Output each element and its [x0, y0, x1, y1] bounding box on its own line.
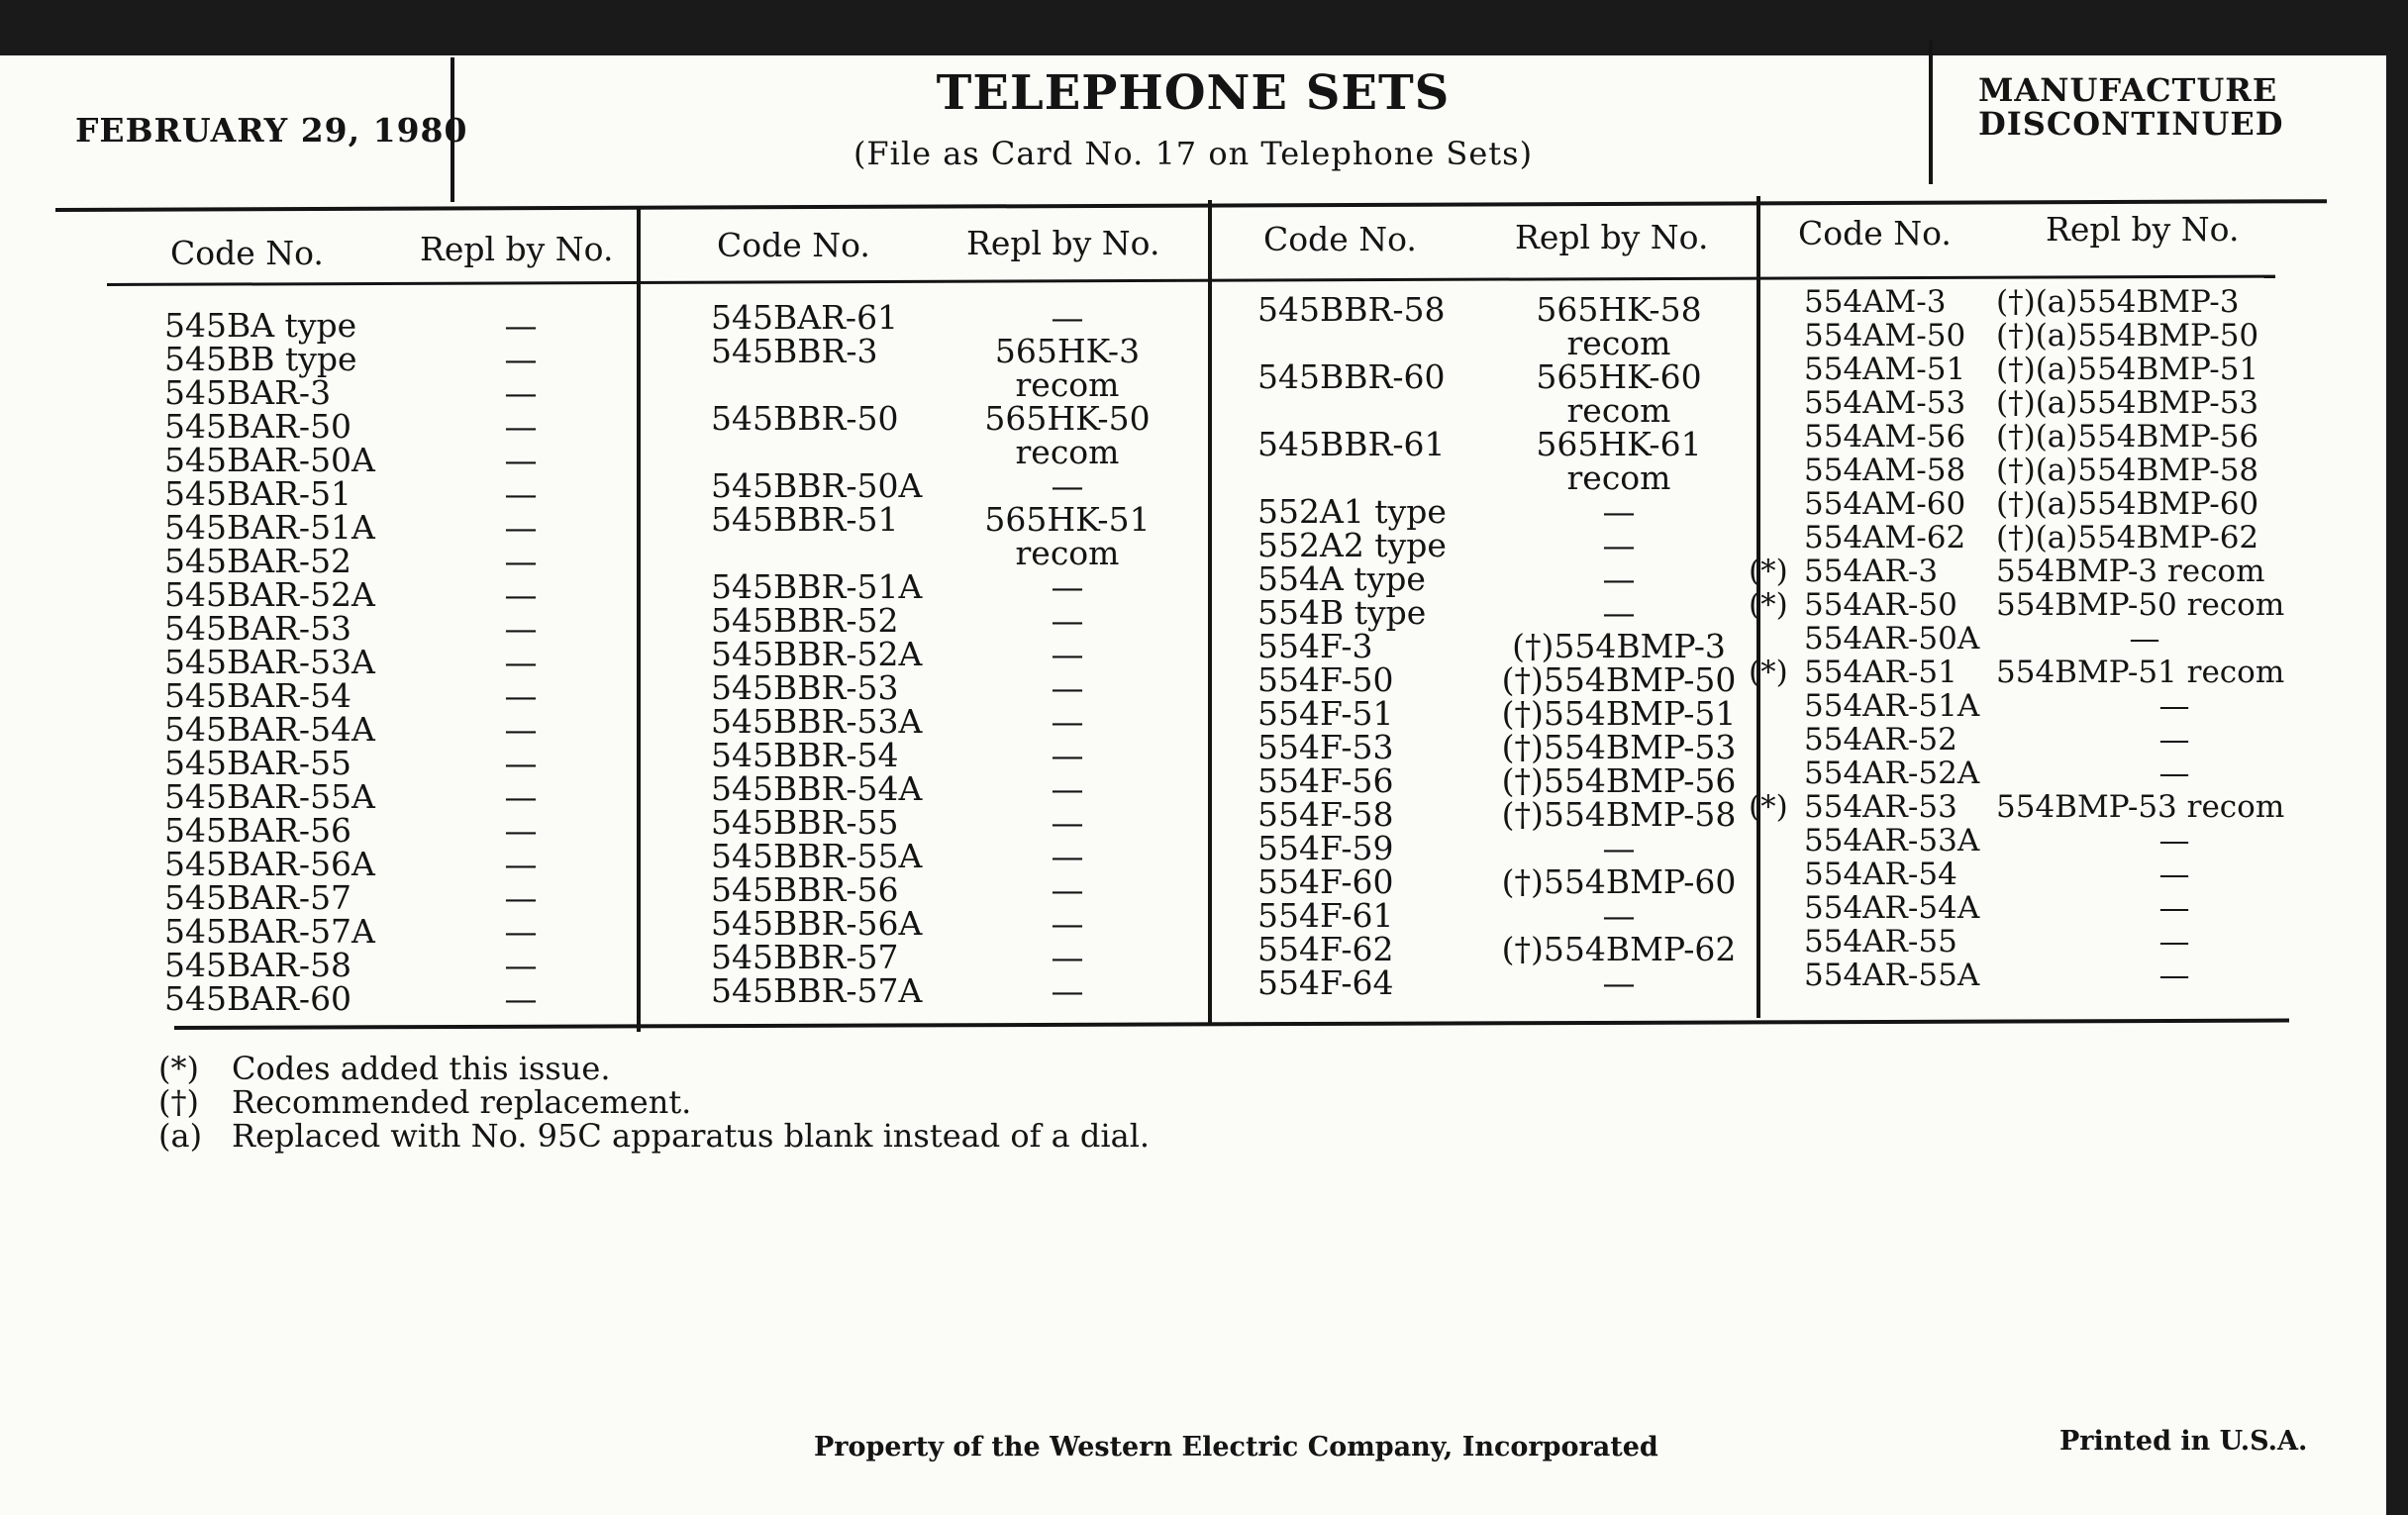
table-row — [711, 635, 1196, 673]
code-cell: 554AM-62 — [1804, 520, 1966, 556]
repl-cell: (†)(a)554BMP-53 — [1996, 385, 2259, 421]
code-cell: 554AM-60 — [1804, 486, 1966, 522]
code-cell: 545BAR-53A — [164, 643, 375, 681]
table-row — [164, 609, 620, 648]
repl-cell: — — [1602, 896, 1636, 935]
repl-cell: — — [1051, 567, 1084, 606]
repl-cell: — — [1051, 668, 1084, 707]
table-row — [711, 298, 1196, 337]
table-row — [164, 946, 620, 984]
code-cell: 545BAR-53 — [164, 609, 352, 648]
code-cell: 545BBR-60 — [1257, 357, 1446, 396]
code-cell: 545BBR-54 — [711, 736, 899, 774]
repl-cell: — — [2158, 958, 2190, 993]
repl-cell: 554BMP-53 recom — [1996, 789, 2285, 825]
repl-cell: (†)554BMP-62 — [1501, 930, 1737, 968]
table-row — [1749, 420, 2305, 454]
repl-cell: — — [504, 474, 538, 513]
table-column-3 — [1257, 290, 1753, 1002]
repl-cell: 565HK-3 — [994, 332, 1141, 370]
footnote-mark: (†) — [158, 1083, 199, 1121]
repl-cell: — — [504, 542, 538, 580]
table-row — [1749, 555, 2305, 588]
repl-cell: (†)554BMP-58 — [1501, 795, 1737, 834]
repl-cell: — — [504, 979, 538, 1018]
repl-cell: — — [1602, 593, 1636, 632]
code-cell: 545BAR-58 — [164, 946, 352, 984]
repl-cell: (†)554BMP-53 — [1501, 728, 1737, 766]
table-row — [711, 837, 1196, 875]
table-row — [1257, 660, 1753, 699]
repl-cell: (†)(a)554BMP-50 — [1996, 318, 2259, 354]
table-column-2 — [711, 298, 1196, 1010]
status-label: MANUFACTURE DISCONTINUED — [1978, 71, 2284, 143]
col3-repl-header: Repl by No. — [1515, 218, 1709, 256]
code-cell: 554F-3 — [1257, 627, 1373, 665]
table-row — [1257, 896, 1753, 935]
code-cell: 554F-62 — [1257, 930, 1394, 968]
table-row — [1749, 824, 2305, 858]
code-cell: 554F-58 — [1257, 795, 1394, 834]
code-cell: 545BAR-51A — [164, 508, 375, 547]
code-cell: 554AR-50 — [1804, 587, 1957, 623]
code-cell: 545BBR-53A — [711, 702, 923, 741]
table-row — [1257, 526, 1753, 564]
table-row — [711, 769, 1196, 808]
col2-code-header: Code No. — [717, 226, 870, 264]
repl-cell: — — [504, 845, 538, 883]
repl-cell: — — [504, 575, 538, 614]
repl-cell: recom — [1015, 365, 1120, 404]
table-row — [711, 332, 1196, 370]
code-cell: 554AR-54 — [1804, 857, 1957, 892]
code-cell: 545BBR-57A — [711, 971, 923, 1010]
repl-cell: 565HK-61 — [1536, 425, 1702, 463]
repl-cell: — — [504, 508, 538, 547]
repl-cell: — — [1051, 803, 1084, 842]
repl-cell: 554BMP-50 recom — [1996, 587, 2285, 623]
repl-cell: — — [2158, 857, 2190, 892]
repl-cell: — — [504, 609, 538, 648]
table-row — [711, 567, 1196, 606]
repl-cell: 554BMP-3 recom — [1996, 554, 2265, 589]
table-row — [1257, 324, 1753, 362]
col4-code-header: Code No. — [1798, 214, 1952, 252]
table-column-4 — [1749, 285, 2305, 992]
code-cell: 545BBR-61 — [1257, 425, 1446, 463]
repl-cell: 565HK-51 — [984, 500, 1151, 539]
code-cell: 554F-51 — [1257, 694, 1394, 733]
table-row — [711, 938, 1196, 976]
column-divider-1 — [637, 206, 641, 1032]
table-row — [711, 870, 1196, 909]
code-cell: 545BAR-50 — [164, 407, 352, 446]
code-cell: 545BAR-54A — [164, 710, 375, 749]
table-row — [711, 803, 1196, 842]
code-cell: 554AR-53A — [1804, 823, 1980, 858]
table-row — [1257, 458, 1753, 497]
repl-cell: (†)554BMP-56 — [1501, 761, 1737, 800]
code-cell: 554AR-51A — [1804, 688, 1980, 724]
table-row — [1749, 723, 2305, 757]
table-row — [1257, 492, 1753, 531]
table-row — [1257, 357, 1753, 396]
code-cell: 545BAR-52 — [164, 542, 352, 580]
mark-cell: (*) — [1749, 789, 1788, 825]
code-cell: 554AR-3 — [1804, 554, 1939, 589]
code-cell: 554AM-51 — [1804, 352, 1966, 387]
repl-cell: — — [1051, 736, 1084, 774]
repl-cell: — — [1602, 559, 1636, 598]
repl-cell: recom — [1566, 391, 1671, 430]
table-row — [711, 500, 1196, 539]
code-cell: 554AR-53 — [1804, 789, 1957, 825]
code-cell: 545BAR-57 — [164, 878, 352, 917]
code-cell: 545BA type — [164, 306, 357, 345]
table-row — [711, 971, 1196, 1010]
repl-cell: — — [1602, 963, 1636, 1002]
repl-cell: — — [2129, 621, 2160, 656]
code-cell: 545BBR-52 — [711, 601, 899, 640]
table-row — [1749, 487, 2305, 521]
table-row — [1749, 925, 2305, 959]
table-row — [164, 643, 620, 681]
table-row — [1749, 891, 2305, 925]
repl-cell: (†)(a)554BMP-62 — [1996, 520, 2259, 556]
table-row — [1749, 386, 2305, 420]
table-row — [164, 542, 620, 580]
footnote — [158, 1052, 1150, 1085]
table-row — [1257, 829, 1753, 867]
repl-cell: recom — [1015, 534, 1120, 572]
table-column-1 — [164, 306, 620, 1018]
table-row — [1749, 858, 2305, 891]
table-row — [1257, 559, 1753, 598]
code-cell: 545BBR-50A — [711, 466, 923, 505]
code-cell: 554F-64 — [1257, 963, 1394, 1002]
code-cell: 554AR-52A — [1804, 756, 1980, 791]
repl-cell: — — [2158, 924, 2190, 960]
repl-cell: — — [504, 306, 538, 345]
repl-cell: — — [504, 643, 538, 681]
table-row — [711, 399, 1196, 438]
repl-cell: — — [504, 710, 538, 749]
code-cell: 545BAR-51 — [164, 474, 352, 513]
repl-cell: — — [504, 744, 538, 782]
code-cell: 545BBR-53 — [711, 668, 899, 707]
code-cell: 545BBR-56A — [711, 904, 923, 943]
repl-cell: (†)554BMP-60 — [1501, 862, 1737, 901]
repl-cell: — — [2158, 688, 2190, 724]
code-cell: 554AR-51 — [1804, 655, 1957, 690]
table-row — [164, 676, 620, 715]
code-cell: 554F-60 — [1257, 862, 1394, 901]
table-row — [711, 466, 1196, 505]
code-cell: 545BBR-58 — [1257, 290, 1446, 329]
code-cell: 545BAR-54 — [164, 676, 352, 715]
code-cell: 545BBR-55 — [711, 803, 899, 842]
code-cell: 554AR-50A — [1804, 621, 1980, 656]
repl-cell: — — [1051, 971, 1084, 1010]
code-cell: 545BB type — [164, 340, 357, 378]
code-cell: 545BBR-54A — [711, 769, 923, 808]
col1-code-header: Code No. — [170, 234, 324, 272]
table-row — [164, 777, 620, 816]
code-cell: 545BAR-55A — [164, 777, 375, 816]
code-cell: 554F-56 — [1257, 761, 1394, 800]
table-row — [1749, 588, 2305, 622]
repl-cell: 554BMP-51 recom — [1996, 655, 2285, 690]
table-row — [1257, 963, 1753, 1002]
repl-cell: — — [1602, 492, 1636, 531]
column-divider-2 — [1208, 200, 1212, 1026]
table-row — [711, 702, 1196, 741]
code-cell: 545BAR-52A — [164, 575, 375, 614]
code-cell: 545BAR-55 — [164, 744, 352, 782]
repl-cell: (†)(a)554BMP-60 — [1996, 486, 2259, 522]
table-row — [1257, 627, 1753, 665]
col4-repl-header: Repl by No. — [2046, 210, 2240, 249]
code-cell: 545BAR-50A — [164, 441, 375, 479]
code-cell: 545BBR-55A — [711, 837, 923, 875]
code-cell: 554F-61 — [1257, 896, 1394, 935]
table-row — [1749, 454, 2305, 487]
table-row — [711, 904, 1196, 943]
code-cell: 545BAR-61 — [711, 298, 899, 337]
repl-cell: — — [2158, 823, 2190, 858]
table-row — [164, 575, 620, 614]
code-cell: 545BBR-3 — [711, 332, 878, 370]
code-cell: 545BAR-56 — [164, 811, 352, 850]
repl-cell: — — [504, 777, 538, 816]
code-cell: 545BAR-3 — [164, 373, 332, 412]
mark-cell: (*) — [1749, 655, 1788, 690]
repl-cell: (†)(a)554BMP-56 — [1996, 419, 2259, 454]
table-row — [1749, 622, 2305, 656]
code-cell: 554F-50 — [1257, 660, 1394, 699]
table-row — [164, 373, 620, 412]
repl-cell: — — [504, 912, 538, 951]
repl-cell: — — [504, 340, 538, 378]
table-row — [1257, 761, 1753, 800]
code-cell: 552A1 type — [1257, 492, 1447, 531]
code-cell: 554AM-3 — [1804, 284, 1947, 320]
table-row — [1257, 728, 1753, 766]
repl-cell: — — [504, 878, 538, 917]
table-row — [1257, 593, 1753, 632]
repl-cell: recom — [1566, 324, 1671, 362]
col3-code-header: Code No. — [1263, 220, 1417, 258]
repl-cell: — — [504, 407, 538, 446]
printed-notice: Printed in U.S.A. — [2059, 1426, 2308, 1457]
table-row — [1749, 757, 2305, 790]
table-row — [1257, 930, 1753, 968]
table-row — [1749, 319, 2305, 353]
repl-cell: — — [504, 946, 538, 984]
repl-cell: 565HK-58 — [1536, 290, 1702, 329]
table-row — [164, 407, 620, 446]
repl-cell: recom — [1566, 458, 1671, 497]
repl-cell: — — [504, 811, 538, 850]
table-row — [1257, 290, 1753, 329]
repl-cell: — — [1051, 769, 1084, 808]
code-cell: 545BBR-57 — [711, 938, 899, 976]
table-row — [1749, 959, 2305, 992]
mark-cell: (*) — [1749, 554, 1788, 589]
table-row — [711, 433, 1196, 471]
repl-cell: — — [2158, 890, 2190, 926]
table-row — [711, 534, 1196, 572]
page-title: TELEPHONE SETS — [936, 65, 1451, 121]
repl-cell: — — [1602, 526, 1636, 564]
code-cell: 545BBR-51 — [711, 500, 899, 539]
repl-cell: — — [1051, 635, 1084, 673]
code-cell: 554F-59 — [1257, 829, 1394, 867]
repl-cell: — — [1051, 298, 1084, 337]
repl-cell: — — [1051, 466, 1084, 505]
code-cell: 554AR-52 — [1804, 722, 1957, 758]
code-cell: 545BBR-56 — [711, 870, 899, 909]
footnote — [158, 1119, 1150, 1153]
table-row — [164, 979, 620, 1018]
issue-date: FEBRUARY 29, 1980 — [75, 111, 468, 150]
table-row — [711, 365, 1196, 404]
page-subtitle: (File as Card No. 17 on Telephone Sets) — [853, 135, 1534, 172]
repl-cell: — — [1602, 829, 1636, 867]
col1-repl-header: Repl by No. — [420, 230, 614, 268]
repl-cell: — — [1051, 837, 1084, 875]
code-cell: 554AM-53 — [1804, 385, 1966, 421]
repl-cell: recom — [1015, 433, 1120, 471]
table-row — [1257, 694, 1753, 733]
table-row — [1257, 862, 1753, 901]
repl-cell: (†)554BMP-3 — [1512, 627, 1726, 665]
table-row — [1749, 285, 2305, 319]
repl-cell: — — [504, 676, 538, 715]
code-cell: 554F-53 — [1257, 728, 1394, 766]
code-cell: 554AR-55 — [1804, 924, 1957, 960]
repl-cell: 565HK-50 — [984, 399, 1151, 438]
footnote-text: Replaced with No. 95C apparatus blank instead of a dial. — [232, 1117, 1151, 1155]
table-row — [1749, 353, 2305, 386]
repl-cell: — — [1051, 601, 1084, 640]
repl-cell: (†)(a)554BMP-51 — [1996, 352, 2259, 387]
repl-cell: — — [2158, 756, 2190, 791]
code-cell: 545BAR-57A — [164, 912, 375, 951]
code-cell: 554A type — [1257, 559, 1426, 598]
repl-cell: — — [1051, 870, 1084, 909]
footnotes — [158, 1052, 1150, 1153]
footnote-mark: (a) — [158, 1117, 203, 1155]
table-row — [711, 668, 1196, 707]
repl-cell: 565HK-60 — [1536, 357, 1702, 396]
code-cell: 554AR-55A — [1804, 958, 1980, 993]
code-cell: 545BBR-52A — [711, 635, 923, 673]
repl-cell: — — [504, 373, 538, 412]
repl-cell: (†)(a)554BMP-58 — [1996, 453, 2259, 488]
code-cell: 545BBR-50 — [711, 399, 899, 438]
repl-cell: (†)554BMP-51 — [1501, 694, 1737, 733]
property-notice: Property of the Western Electric Company, Incorporated — [814, 1432, 1658, 1463]
mark-cell: (*) — [1749, 587, 1788, 623]
code-cell: 554AM-56 — [1804, 419, 1966, 454]
footnote — [158, 1085, 1150, 1119]
repl-cell: — — [504, 441, 538, 479]
repl-cell: — — [1051, 938, 1084, 976]
table-row — [164, 340, 620, 378]
repl-cell: — — [1051, 702, 1084, 741]
table-row — [164, 474, 620, 513]
table-row — [164, 811, 620, 850]
table-row — [1257, 425, 1753, 463]
footnote-mark: (*) — [158, 1050, 199, 1087]
code-cell: 552A2 type — [1257, 526, 1447, 564]
table-row — [164, 744, 620, 782]
footnote-text: Recommended replacement. — [232, 1083, 692, 1121]
repl-cell: (†)(a)554BMP-3 — [1996, 284, 2240, 320]
table-row — [711, 736, 1196, 774]
col2-repl-header: Repl by No. — [966, 224, 1160, 262]
table-row — [1257, 795, 1753, 834]
code-cell: 554B type — [1257, 593, 1427, 632]
code-cell: 554AM-58 — [1804, 453, 1966, 488]
table-row — [164, 508, 620, 547]
code-cell: 554AM-50 — [1804, 318, 1966, 354]
code-cell: 545BBR-51A — [711, 567, 923, 606]
table-row — [164, 441, 620, 479]
table-row — [164, 306, 620, 345]
table-row — [1749, 656, 2305, 689]
repl-cell: (†)554BMP-50 — [1501, 660, 1737, 699]
table-row — [164, 878, 620, 917]
code-cell: 545BAR-60 — [164, 979, 352, 1018]
table-row — [711, 601, 1196, 640]
table-row — [1749, 521, 2305, 555]
table-row — [164, 710, 620, 749]
repl-cell: — — [2158, 722, 2190, 758]
code-cell: 554AR-54A — [1804, 890, 1980, 926]
table-row — [1749, 689, 2305, 723]
table-row — [1749, 790, 2305, 824]
code-cell: 545BAR-56A — [164, 845, 375, 883]
table-row — [164, 912, 620, 951]
repl-cell: — — [1051, 904, 1084, 943]
footnote-text: Codes added this issue. — [232, 1050, 611, 1087]
table-row — [164, 845, 620, 883]
table-row — [1257, 391, 1753, 430]
